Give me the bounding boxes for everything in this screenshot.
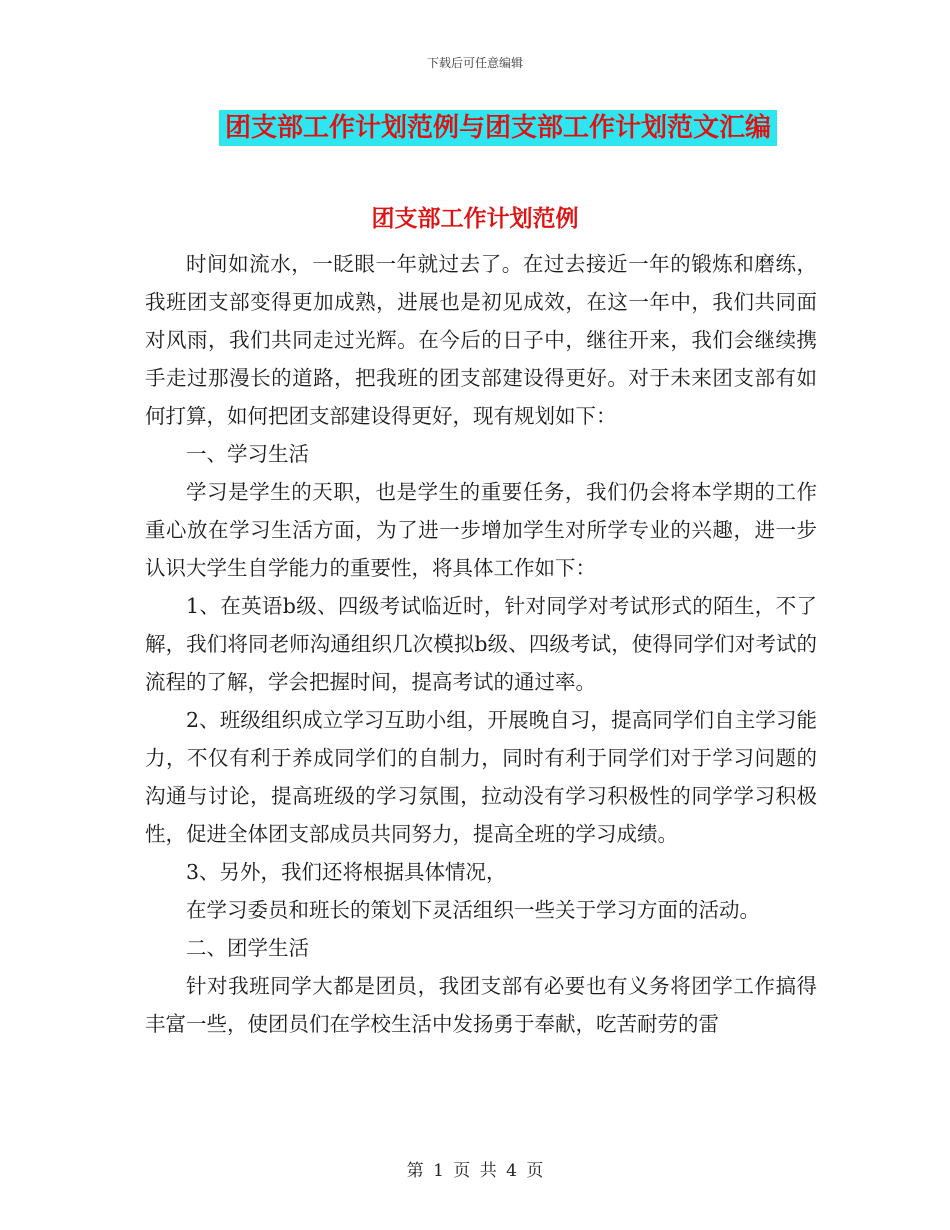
document-title: 团支部工作计划范例与团支部工作计划范文汇编: [219, 110, 777, 146]
section-title: 团支部工作计划范例: [371, 205, 579, 232]
paragraph: 2、班级组织成立学习互助小组，开展晚自习，提高同学们自主学习能力，不仅有利于养成同学们的自制力，同时有利于同学们对于学习问题的沟通与讨论，提高班级的学习氛围，拉动没有学习积极性的同学学习积极性，促进全体团支部成员共同努力，提高全班的学习成绩。: [145, 708, 817, 846]
paragraph: 在学习委员和班长的策划下灵活组织一些关于学习方面的活动。: [186, 898, 760, 922]
page-number: 第 1 页 共 4 页: [406, 1161, 544, 1181]
paragraph: 时间如流水，一眨眼一年就过去了。在过去接近一年的锻炼和磨练，我班团支部变得更加成熟，进展也是初见成效，在这一年中，我们共同面对风雨，我们共同走过光辉。在今后的日子中，继往开来，我们会继续携手走过那漫长的道路，把我班的团支部建设得更好。对于未来团支部有如何打算，如何把团支部建设得更好，现有规划如下：: [145, 252, 817, 428]
section-heading: 二、团学生活: [186, 936, 309, 960]
paragraph: 学习是学生的天职，也是学生的重要任务，我们仍会将本学期的工作重心放在学习生活方面，为了进一步增加学生对所学专业的兴趣，进一步认识大学生自学能力的重要性，将具体工作如下：: [145, 480, 817, 580]
paragraph: 针对我班同学大都是团员，我团支部有必要也有义务将团学工作搞得丰富一些，使团员们在学校生活中发扬勇于奉献，吃苦耐劳的雷: [145, 974, 817, 1036]
header-note: 下载后可任意编辑: [426, 56, 523, 70]
section-heading: 一、学习生活: [186, 442, 309, 466]
paragraph: 3、另外，我们还将根据具体情况，: [186, 860, 507, 884]
document-body: [145, 245, 817, 1043]
paragraph: 1、在英语b级、四级考试临近时，针对同学对考试形式的陌生，不了解，我们将同老师沟通组织几次模拟b级、四级考试，使得同学们对考试的流程的了解，学会把握时间，提高考试的通过率。: [145, 594, 817, 694]
